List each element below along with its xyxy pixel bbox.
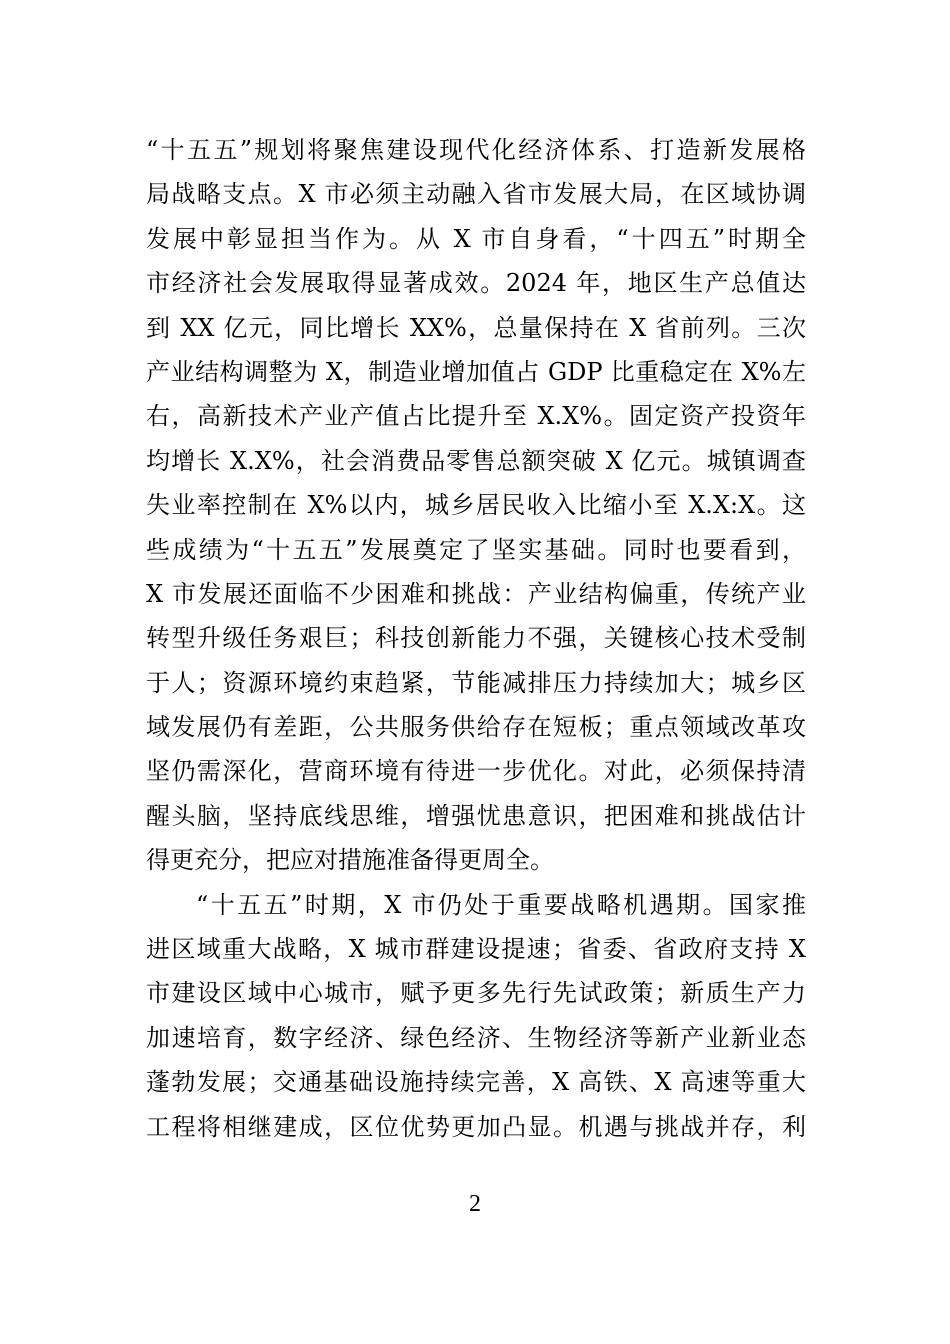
paragraph-1 [146, 128, 806, 883]
text-line: 右，高新技术产业产值占比提升至 X.X%。固定资产投资年 [146, 402, 806, 431]
body-text [146, 128, 806, 1149]
text-line: 得更充分，把应对措施准备得更周全。 [146, 846, 554, 875]
text-line: 均增长 X.X%，社会消费品零售总额突破 X 亿元。城镇调查 [146, 446, 806, 475]
text-line: 失业率控制在 X%以内，城乡居民收入比缩小至 X.X:X。这 [146, 491, 806, 520]
text-line: 市经济社会发展取得显著成效。2024 年，地区生产总值达 [146, 269, 806, 298]
page-number: 2 [469, 1191, 481, 1217]
text-line: 于人；资源环境约束趋紧，节能减排压力持续加大；城乡区 [146, 668, 806, 697]
text-line: 产业结构调整为 X，制造业增加值占 GDP 比重稳定在 X%左 [146, 357, 806, 386]
text-line: 转型升级任务艰巨；科技创新能力不强，关键核心技术受制 [146, 624, 806, 653]
text-line: 蓬勃发展；交通基础设施持续完善，X 高铁、X 高速等重大 [146, 1068, 806, 1097]
text-line: 到 XX 亿元，同比增长 XX%，总量保持在 X 省前列。三次 [146, 313, 806, 342]
text-line: 市建设区域中心城市，赋予更多先行先试政策；新质生产力 [146, 979, 806, 1008]
text-line: 工程将相继建成，区位优势更加凸显。机遇与挑战并存，利 [146, 1112, 806, 1141]
text-line: 加速培育，数字经济、绿色经济、生物经济等新产业新业态 [146, 1023, 806, 1052]
text-line: 坚仍需深化，营商环境有待进一步优化。对此，必须保持清 [146, 757, 806, 786]
text-line: 进区域重大战略，X 城市群建设提速；省委、省政府支持 X [146, 935, 806, 964]
text-line: “十五五”规划将聚焦建设现代化经济体系、打造新发展格 [146, 136, 806, 164]
text-line: “十五五”时期，X 市仍处于重要战略机遇期。国家推 [196, 890, 806, 919]
text-line: 发展中彰显担当作为。从 X 市自身看，“十四五”时期全 [146, 224, 806, 253]
text-line: 醒头脑，坚持底线思维，增强忧患意识，把困难和挑战估计 [146, 801, 806, 830]
text-line: X 市发展还面临不少困难和挑战：产业结构偏重，传统产业 [146, 579, 806, 608]
text-line: 局战略支点。X 市必须主动融入省市发展大局，在区域协调 [146, 180, 806, 209]
text-line: 些成绩为“十五五”发展奠定了坚实基础。同时也要看到， [146, 535, 806, 564]
paragraph-2 [146, 883, 806, 1149]
text-line: 域发展仍有差距，公共服务供给存在短板；重点领域改革攻 [146, 713, 806, 742]
